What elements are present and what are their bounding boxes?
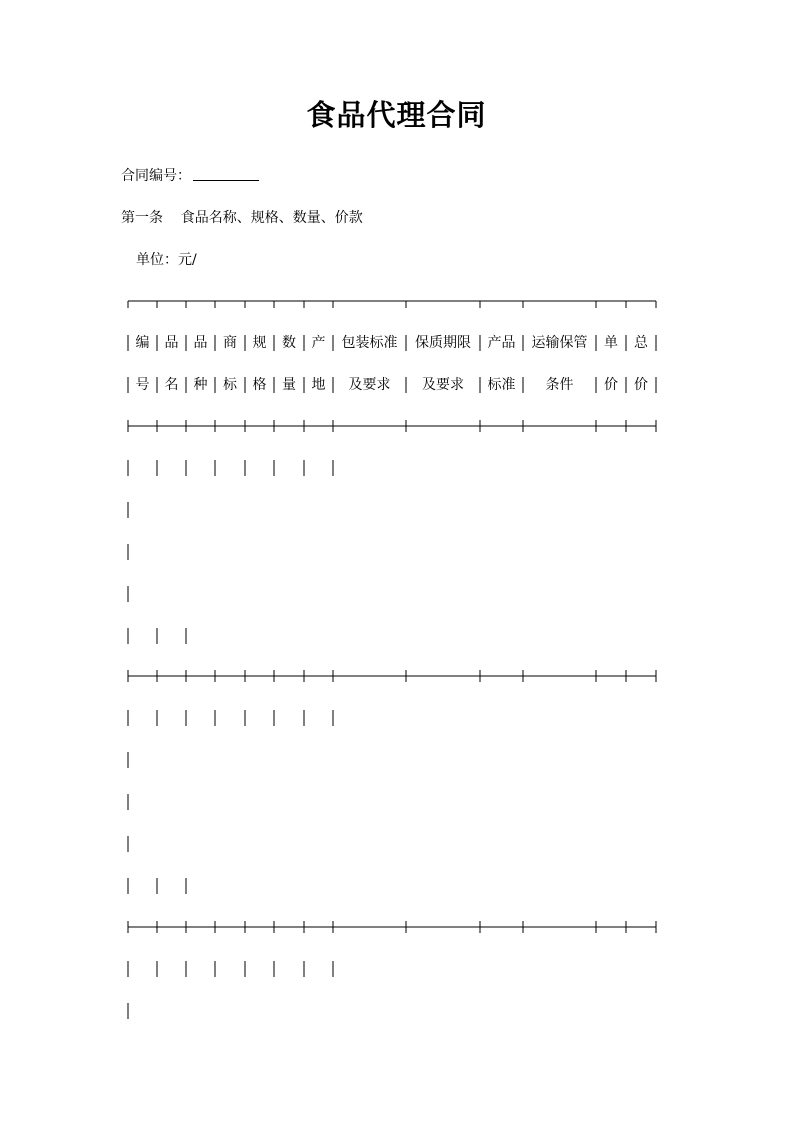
header-cell: 数 <box>282 335 296 351</box>
header-cell: 运输保管 <box>531 335 588 351</box>
header-cell: 条件 <box>545 377 574 393</box>
header-cell: 保质期限 <box>415 335 471 351</box>
header-cell: 量 <box>282 377 296 393</box>
header-cell: 号 <box>135 377 150 393</box>
header-cell: 地 <box>311 377 326 393</box>
article-1-heading: 第一条 食品名称、规格、数量、价款 <box>121 210 363 226</box>
header-cell: 及要求 <box>348 377 391 393</box>
header-cell: 品 <box>193 335 208 351</box>
header-cell: 单 <box>604 335 618 351</box>
header-cell: 规 <box>252 335 267 351</box>
header-cell: 编 <box>135 335 150 351</box>
header-cell: 种 <box>193 377 208 393</box>
header-cell: 及要求 <box>422 377 464 393</box>
header-cell: 商 <box>223 335 237 351</box>
header-cell: 品 <box>164 335 179 351</box>
header-cell: 标 <box>223 377 237 393</box>
header-cell: 包装标准 <box>341 335 398 351</box>
header-cell: 名 <box>164 377 179 393</box>
header-cell: 产 <box>311 335 326 351</box>
unit-label: 单位：元/ <box>136 252 197 268</box>
header-cell: 产品 <box>487 335 516 351</box>
header-cell: 价 <box>634 377 648 393</box>
document-title: 食品代理合同 <box>306 98 487 132</box>
header-cell: 总 <box>634 335 648 351</box>
header-cell: 标准 <box>487 377 516 393</box>
header-cell: 格 <box>252 377 267 393</box>
contract-number-label: 合同编号： <box>121 168 191 184</box>
header-cell: 价 <box>604 377 618 393</box>
